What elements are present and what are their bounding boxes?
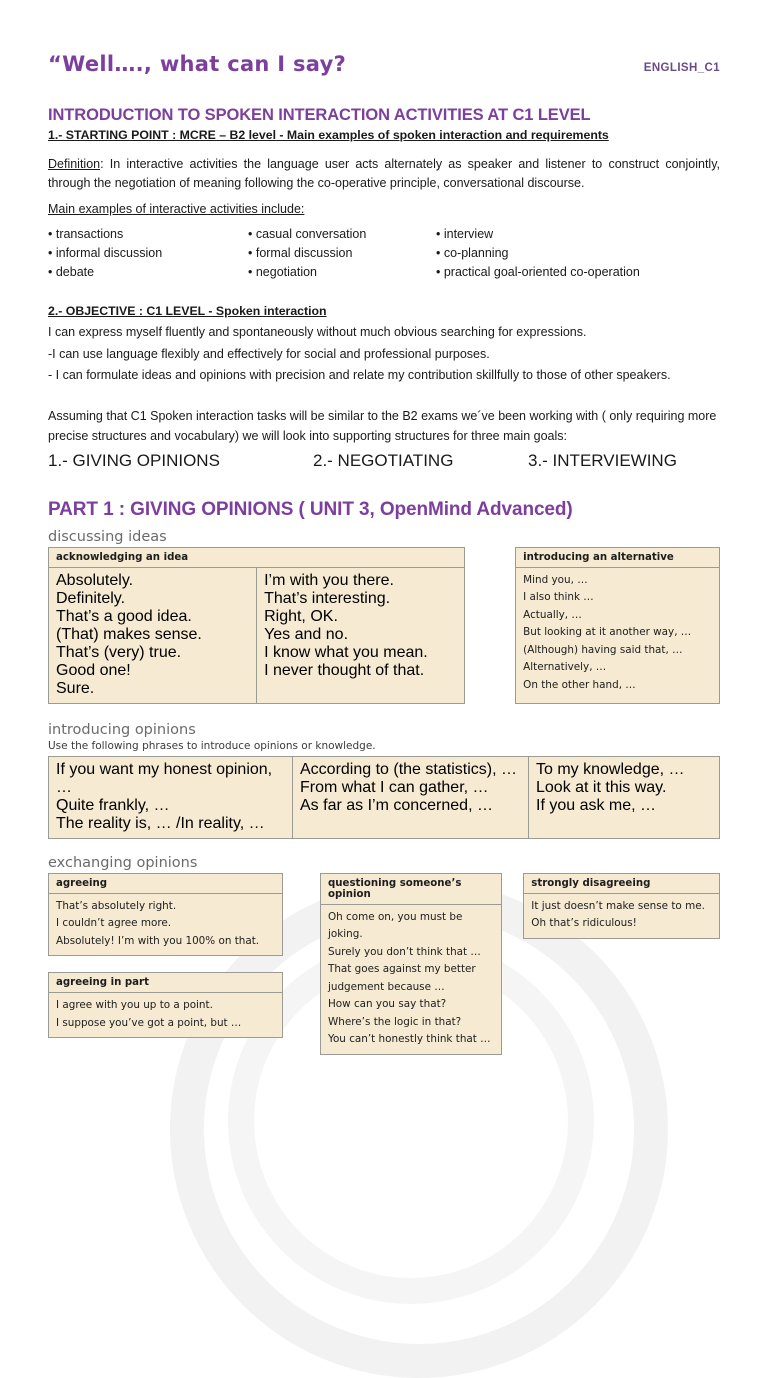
starting-point-heading: 1.- STARTING POINT : MCRE – B2 level - Main examples of spoken interaction and requirements bbox=[48, 128, 609, 142]
box-title: acknowledging an idea bbox=[49, 548, 464, 568]
list-item: • interview bbox=[436, 227, 494, 242]
box-acknowledging-an-idea bbox=[48, 547, 465, 704]
box-columns bbox=[49, 757, 719, 838]
list-item: • transactions bbox=[48, 227, 124, 242]
phrase: According to (the statistics), … bbox=[300, 761, 517, 778]
box-body bbox=[321, 905, 501, 1054]
phrase: Mind you, … bbox=[523, 574, 588, 586]
box-strongly-disagreeing bbox=[523, 873, 720, 939]
phrase: I’m with you there. bbox=[264, 572, 394, 589]
box-title: introducing an alternative bbox=[516, 548, 719, 568]
box-columns bbox=[49, 568, 464, 703]
box-introducing-an-alternative bbox=[515, 547, 720, 704]
box-body bbox=[49, 993, 282, 1037]
box-column-2 bbox=[292, 757, 528, 838]
discussing-ideas-row bbox=[48, 547, 720, 704]
phrase: On the other hand, … bbox=[523, 678, 636, 691]
extract-introducing-opinions bbox=[48, 722, 720, 839]
exchanging-opinions-row bbox=[48, 873, 720, 1055]
document-header bbox=[48, 0, 720, 76]
phrase: Oh that’s ridiculous! bbox=[531, 917, 637, 930]
phrase: The reality is, … /In reality, … bbox=[56, 815, 265, 832]
phrase: Where’s the logic in that? bbox=[327, 1015, 462, 1028]
box-body bbox=[49, 894, 282, 955]
phrase: From what I can gather, … bbox=[300, 779, 489, 796]
extract-exchanging-opinions bbox=[48, 855, 720, 1055]
exchanging-left-stack bbox=[48, 873, 283, 1038]
box-column-1 bbox=[49, 757, 292, 838]
phrase: How can you say that? bbox=[327, 998, 447, 1011]
list-item: • practical goal-oriented co-operation bbox=[436, 265, 640, 280]
phrase: Good one! bbox=[56, 662, 131, 679]
spacer bbox=[48, 956, 283, 972]
phrase: Sure. bbox=[56, 680, 95, 697]
phrase: (That) makes sense. bbox=[56, 626, 202, 643]
phrase: Oh come on, you must be joking. bbox=[327, 911, 463, 941]
phrase: I know what you mean. bbox=[264, 644, 428, 661]
box-agreeing bbox=[48, 873, 283, 956]
phrase: I suppose you’ve got a point, but … bbox=[56, 1016, 242, 1029]
definition-paragraph bbox=[48, 155, 720, 194]
document-title: “Well…., what can I say? bbox=[48, 52, 347, 76]
phrase: I couldn’t agree more. bbox=[56, 917, 172, 930]
phrase: Absolutely! I’m with you 100% on that. bbox=[56, 934, 260, 947]
phrase: Surely you don’t think that … bbox=[327, 945, 481, 958]
phrase: That’s a good idea. bbox=[56, 608, 192, 625]
box-questioning-someones-opinion bbox=[320, 873, 502, 1055]
extract-discussing-ideas bbox=[48, 529, 720, 704]
box-title: agreeing in part bbox=[49, 973, 282, 993]
box-column-1 bbox=[49, 568, 256, 703]
objective-line: -I can use language flexibly and effectively for social and professional purposes. bbox=[48, 346, 490, 361]
list-item: • debate bbox=[48, 265, 95, 280]
phrase: Look at it this way. bbox=[536, 779, 667, 796]
phrase: It just doesn’t make sense to me. bbox=[531, 900, 705, 912]
phrase: I agree with you up to a point. bbox=[56, 999, 213, 1012]
list-item: • formal discussion bbox=[248, 246, 353, 261]
list-item: • negotiation bbox=[248, 265, 318, 280]
objective-heading: 2.- OBJECTIVE : C1 LEVEL - Spoken interaction bbox=[48, 304, 327, 319]
phrase: As far as I’m concerned, … bbox=[300, 797, 493, 814]
objective-line: I can express myself fluently and spontaneously without much obvious searching for expressions. bbox=[48, 325, 587, 340]
phrase: If you want my honest opinion, … bbox=[56, 761, 273, 796]
phrase: Alternatively, … bbox=[523, 661, 607, 674]
section-title-introduction: INTRODUCTION TO SPOKEN INTERACTION ACTIVITIES AT C1 LEVEL bbox=[48, 106, 591, 124]
phrase: Absolutely. bbox=[56, 572, 134, 589]
phrase: To my knowledge, … bbox=[536, 761, 685, 778]
box-body bbox=[524, 894, 719, 938]
phrase: I also think … bbox=[523, 591, 594, 604]
phrase: That’s (very) true. bbox=[56, 644, 182, 661]
assumption-paragraph: Assuming that C1 Spoken interaction tasks will be similar to the B2 exams we´ve been working with ( only requiring more precise structures and vocabulary) we will look into supporting structures for three main goals: bbox=[48, 409, 717, 443]
discussing-ideas-heading: discussing ideas bbox=[48, 529, 167, 545]
phrase: Right, OK. bbox=[264, 608, 338, 625]
phrase: You can’t honestly think that … bbox=[327, 1033, 491, 1046]
phrase: (Although) having said that, … bbox=[523, 643, 683, 656]
box-body bbox=[516, 568, 719, 699]
exchanging-opinions-heading: exchanging opinions bbox=[48, 855, 198, 871]
examples-label-text: Main examples of interactive activities include: bbox=[48, 201, 305, 216]
phrase: If you ask me, … bbox=[536, 797, 657, 814]
phrase: Yes and no. bbox=[264, 626, 349, 643]
box-agreeing-in-part bbox=[48, 972, 283, 1038]
goal-giving-opinions: 1.- GIVING OPINIONS bbox=[48, 451, 220, 470]
box-title: questioning someone’s opinion bbox=[321, 874, 501, 905]
phrase: I never thought of that. bbox=[264, 662, 425, 679]
objective-line: - I can formulate ideas and opinions with precision and relate my contribution skillfully to those of other speakers. bbox=[48, 367, 671, 382]
phrase: That’s interesting. bbox=[264, 590, 391, 607]
box-column-3 bbox=[528, 757, 719, 838]
box-introducing-opinions bbox=[48, 756, 720, 839]
phrase: But looking at it another way, … bbox=[523, 626, 692, 639]
list-item: • co-planning bbox=[436, 246, 509, 261]
goal-interviewing: 3.- INTERVIEWING bbox=[528, 451, 677, 470]
phrase: Actually, … bbox=[523, 608, 582, 621]
main-goals-row bbox=[48, 451, 720, 471]
phrase: Quite frankly, … bbox=[56, 797, 170, 814]
definition-label: Definition bbox=[48, 157, 101, 171]
introducing-opinions-subheading: Use the following phrases to introduce opinions or knowledge. bbox=[48, 740, 376, 752]
box-title: agreeing bbox=[49, 874, 282, 894]
introducing-opinions-heading: introducing opinions bbox=[48, 722, 196, 738]
box-column-2 bbox=[256, 568, 464, 703]
phrase: Definitely. bbox=[56, 590, 126, 607]
course-code: ENGLISH_C1 bbox=[643, 62, 720, 74]
phrase: That goes against my better judgement because … bbox=[327, 963, 476, 993]
goal-negotiating: 2.- NEGOTIATING bbox=[313, 451, 454, 470]
definition-text: : In interactive activities the language user acts alternately as speaker and listener to construct conjointly, through the negotiation of meaning following the co-operative principle, conversational discourse. bbox=[48, 157, 720, 191]
examples-list bbox=[48, 225, 720, 282]
list-item: • casual conversation bbox=[248, 227, 367, 242]
examples-label bbox=[48, 200, 720, 219]
phrase: That’s absolutely right. bbox=[56, 900, 177, 912]
box-title: strongly disagreeing bbox=[524, 874, 719, 894]
list-item: • informal discussion bbox=[48, 246, 163, 261]
part1-title: PART 1 : GIVING OPINIONS ( UNIT 3, OpenMind Advanced) bbox=[48, 499, 573, 520]
